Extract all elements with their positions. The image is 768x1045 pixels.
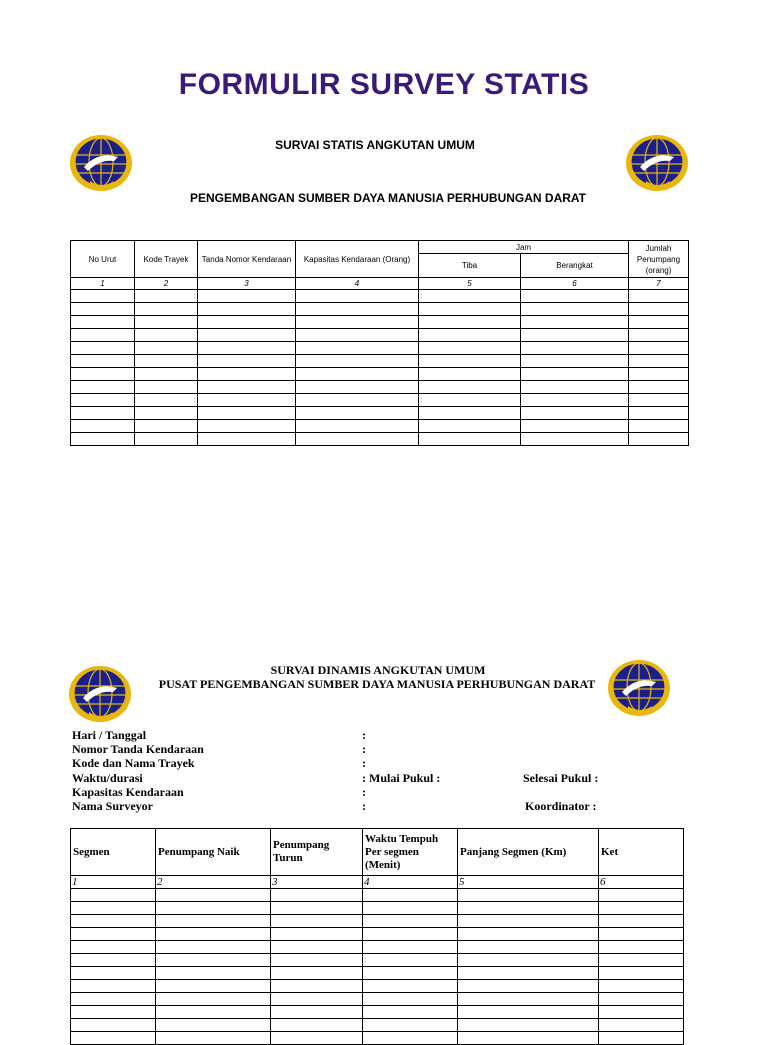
info-colon: : (362, 728, 366, 742)
col-header-penumpang-turun: Penumpang Turun (271, 829, 363, 876)
empty-cell[interactable] (363, 889, 458, 902)
empty-cell[interactable] (363, 1032, 458, 1045)
empty-cell[interactable] (156, 1032, 271, 1045)
static-survey-heading: SURVAI STATIS ANGKUTAN UMUM (275, 138, 475, 152)
empty-cell[interactable] (629, 316, 689, 329)
empty-cell[interactable] (458, 993, 599, 1006)
empty-cell[interactable] (363, 1019, 458, 1032)
col-header-jumlah-penumpang: Jumlah Penumpang (orang) (629, 241, 689, 278)
empty-cell[interactable] (135, 290, 198, 303)
table-row (71, 928, 684, 941)
table-row (71, 381, 689, 394)
info-label-kapasitas: Kapasitas Kendaraan (72, 785, 184, 799)
empty-cell[interactable] (363, 915, 458, 928)
empty-cell[interactable] (419, 355, 521, 368)
empty-cell[interactable] (419, 342, 521, 355)
empty-cell[interactable] (71, 941, 156, 954)
empty-cell[interactable] (156, 1006, 271, 1019)
empty-cell[interactable] (521, 394, 629, 407)
empty-cell[interactable] (135, 394, 198, 407)
empty-cell[interactable] (71, 368, 135, 381)
info-colon: : (362, 785, 366, 799)
empty-cell[interactable] (271, 941, 363, 954)
table-row (71, 394, 689, 407)
empty-cell[interactable] (135, 316, 198, 329)
empty-cell[interactable] (296, 368, 419, 381)
empty-cell[interactable] (521, 290, 629, 303)
empty-cell[interactable] (521, 303, 629, 316)
table-row (71, 889, 684, 902)
empty-cell[interactable] (599, 954, 684, 967)
empty-cell[interactable] (458, 967, 599, 980)
info-label-hari: Hari / Tanggal (72, 728, 147, 742)
empty-cell[interactable] (156, 954, 271, 967)
empty-cell[interactable] (271, 967, 363, 980)
column-number-row (71, 876, 684, 889)
empty-cell[interactable] (521, 433, 629, 446)
empty-cell[interactable] (599, 1006, 684, 1019)
empty-cell[interactable] (271, 1032, 363, 1045)
empty-cell[interactable] (71, 967, 156, 980)
table-row (71, 316, 689, 329)
table-row (71, 433, 689, 446)
empty-cell[interactable] (198, 342, 296, 355)
col-header-tiba: Tiba (419, 254, 521, 278)
empty-cell[interactable] (363, 993, 458, 1006)
table-row (71, 355, 689, 368)
column-number: 1 (71, 876, 156, 889)
empty-cell[interactable] (419, 290, 521, 303)
empty-cell[interactable] (71, 433, 135, 446)
empty-cell[interactable] (629, 355, 689, 368)
empty-cell[interactable] (156, 902, 271, 915)
empty-cell[interactable] (71, 290, 135, 303)
empty-cell[interactable] (458, 889, 599, 902)
empty-cell[interactable] (198, 355, 296, 368)
empty-cell[interactable] (521, 329, 629, 342)
empty-cell[interactable] (521, 316, 629, 329)
static-survey-table (70, 240, 689, 446)
empty-cell[interactable] (198, 407, 296, 420)
empty-cell[interactable] (419, 316, 521, 329)
info-selesai-pukul: Selesai Pukul : (523, 771, 599, 785)
table-row (71, 420, 689, 433)
column-number: 5 (419, 278, 521, 290)
empty-cell[interactable] (135, 368, 198, 381)
empty-cell[interactable] (629, 420, 689, 433)
empty-cell[interactable] (156, 967, 271, 980)
empty-cell[interactable] (198, 381, 296, 394)
empty-cell[interactable] (135, 355, 198, 368)
empty-cell[interactable] (419, 303, 521, 316)
empty-cell[interactable] (599, 889, 684, 902)
empty-cell[interactable] (521, 342, 629, 355)
empty-cell[interactable] (521, 368, 629, 381)
empty-cell[interactable] (71, 394, 135, 407)
empty-cell[interactable] (599, 980, 684, 993)
table-row (71, 368, 689, 381)
empty-cell[interactable] (599, 1019, 684, 1032)
empty-cell[interactable] (629, 394, 689, 407)
empty-cell[interactable] (599, 993, 684, 1006)
column-number: 3 (271, 876, 363, 889)
empty-cell[interactable] (271, 954, 363, 967)
column-number: 1 (71, 278, 135, 290)
empty-cell[interactable] (521, 407, 629, 420)
table-row (71, 407, 689, 420)
empty-cell[interactable] (363, 941, 458, 954)
empty-cell[interactable] (629, 290, 689, 303)
empty-cell[interactable] (458, 1006, 599, 1019)
empty-cell[interactable] (599, 967, 684, 980)
empty-cell[interactable] (458, 928, 599, 941)
empty-cell[interactable] (198, 290, 296, 303)
table-row (71, 1032, 684, 1045)
empty-cell[interactable] (71, 420, 135, 433)
empty-cell[interactable] (521, 381, 629, 394)
table-row (71, 303, 689, 316)
info-label-waktu: Waktu/durasi (72, 771, 143, 785)
empty-cell[interactable] (71, 954, 156, 967)
empty-cell[interactable] (419, 329, 521, 342)
empty-cell[interactable] (71, 902, 156, 915)
empty-cell[interactable] (363, 954, 458, 967)
empty-cell[interactable] (135, 407, 198, 420)
empty-cell[interactable] (419, 407, 521, 420)
empty-cell[interactable] (156, 928, 271, 941)
empty-cell[interactable] (71, 1019, 156, 1032)
empty-cell[interactable] (296, 355, 419, 368)
empty-cell[interactable] (135, 420, 198, 433)
empty-cell[interactable] (363, 902, 458, 915)
empty-cell[interactable] (419, 368, 521, 381)
table-row (71, 915, 684, 928)
column-number: 6 (599, 876, 684, 889)
empty-cell[interactable] (135, 303, 198, 316)
empty-cell[interactable] (198, 420, 296, 433)
empty-cell[interactable] (296, 381, 419, 394)
empty-cell[interactable] (156, 889, 271, 902)
col-header-kapasitas: Kapasitas Kendaraan (Orang) (296, 241, 419, 278)
info-colon: : (362, 742, 366, 756)
empty-cell[interactable] (71, 329, 135, 342)
empty-cell[interactable] (71, 980, 156, 993)
column-number: 5 (458, 876, 599, 889)
col-header-kode-trayek: Kode Trayek (135, 241, 198, 278)
column-number: 7 (629, 278, 689, 290)
table-row (71, 993, 684, 1006)
info-colon: : (362, 799, 366, 813)
empty-cell[interactable] (71, 407, 135, 420)
table-row (71, 342, 689, 355)
empty-cell[interactable] (419, 381, 521, 394)
empty-cell[interactable] (198, 316, 296, 329)
empty-cell[interactable] (458, 915, 599, 928)
empty-cell[interactable] (156, 980, 271, 993)
table-row (71, 967, 684, 980)
table-row (71, 1019, 684, 1032)
empty-cell[interactable] (198, 303, 296, 316)
empty-cell[interactable] (71, 915, 156, 928)
page-title: FORMULIR SURVEY STATIS (178, 68, 590, 101)
dynamic-survey-table (70, 828, 684, 1045)
empty-cell[interactable] (458, 902, 599, 915)
empty-cell[interactable] (71, 993, 156, 1006)
column-number: 2 (156, 876, 271, 889)
info-koordinator: Koordinator : (525, 799, 597, 813)
empty-cell[interactable] (156, 1019, 271, 1032)
empty-cell[interactable] (599, 1032, 684, 1045)
empty-cell[interactable] (599, 915, 684, 928)
info-colon: : (362, 756, 366, 770)
empty-cell[interactable] (629, 407, 689, 420)
empty-cell[interactable] (458, 954, 599, 967)
empty-cell[interactable] (71, 316, 135, 329)
empty-cell[interactable] (363, 928, 458, 941)
empty-cell[interactable] (271, 902, 363, 915)
empty-cell[interactable] (271, 1006, 363, 1019)
column-number: 3 (198, 278, 296, 290)
info-label-kode: Kode dan Nama Trayek (72, 756, 195, 770)
empty-cell[interactable] (135, 329, 198, 342)
col-header-jam: Jam (419, 241, 629, 254)
empty-cell[interactable] (71, 381, 135, 394)
empty-cell[interactable] (296, 407, 419, 420)
empty-cell[interactable] (198, 433, 296, 446)
empty-cell[interactable] (363, 980, 458, 993)
info-label-surveyor: Nama Surveyor (72, 799, 153, 813)
table-row (71, 329, 689, 342)
empty-cell[interactable] (419, 420, 521, 433)
column-number-row (71, 278, 689, 290)
empty-cell[interactable] (629, 368, 689, 381)
col-header-berangkat: Berangkat (521, 254, 629, 278)
empty-cell[interactable] (363, 1006, 458, 1019)
empty-cell[interactable] (271, 1019, 363, 1032)
empty-cell[interactable] (71, 1032, 156, 1045)
empty-cell[interactable] (599, 941, 684, 954)
empty-cell[interactable] (71, 355, 135, 368)
table-row (71, 290, 689, 303)
empty-cell[interactable] (599, 928, 684, 941)
empty-cell[interactable] (71, 342, 135, 355)
empty-cell[interactable] (135, 433, 198, 446)
empty-cell[interactable] (629, 381, 689, 394)
table-row (71, 954, 684, 967)
empty-cell[interactable] (458, 1032, 599, 1045)
info-label-nomor: Nomor Tanda Kendaraan (72, 742, 204, 756)
empty-cell[interactable] (363, 967, 458, 980)
empty-cell[interactable] (296, 394, 419, 407)
empty-cell[interactable] (271, 993, 363, 1006)
empty-cell[interactable] (198, 329, 296, 342)
col-header-no-urut: No Urut (71, 241, 135, 278)
dynamic-survey-subheading: PUSAT PENGEMBANGAN SUMBER DAYA MANUSIA PERHUBUNGAN DARAT (158, 677, 596, 691)
empty-cell[interactable] (71, 1006, 156, 1019)
empty-cell[interactable] (629, 433, 689, 446)
column-number: 6 (521, 278, 629, 290)
info-mulai-pukul: : Mulai Pukul : (362, 771, 441, 785)
empty-cell[interactable] (71, 889, 156, 902)
empty-cell[interactable] (458, 980, 599, 993)
empty-cell[interactable] (296, 303, 419, 316)
empty-cell[interactable] (271, 889, 363, 902)
empty-cell[interactable] (521, 420, 629, 433)
table-row (71, 941, 684, 954)
col-header-ket: Ket (599, 829, 684, 876)
empty-cell[interactable] (599, 902, 684, 915)
empty-cell[interactable] (198, 368, 296, 381)
empty-cell[interactable] (156, 941, 271, 954)
empty-cell[interactable] (271, 980, 363, 993)
empty-cell[interactable] (156, 915, 271, 928)
col-header-panjang-segmen: Panjang Segmen (Km) (458, 829, 599, 876)
empty-cell[interactable] (521, 355, 629, 368)
empty-cell[interactable] (419, 433, 521, 446)
empty-cell[interactable] (629, 303, 689, 316)
empty-cell[interactable] (156, 993, 271, 1006)
table-row (71, 980, 684, 993)
empty-cell[interactable] (71, 928, 156, 941)
dynamic-survey-heading: SURVAI DINAMIS ANGKUTAN UMUM (270, 663, 486, 677)
empty-cell[interactable] (71, 303, 135, 316)
col-header-waktu-tempuh: Waktu Tempuh Per segmen (Menit) (363, 829, 458, 876)
empty-cell[interactable] (198, 394, 296, 407)
column-number: 4 (363, 876, 458, 889)
table-row (71, 1006, 684, 1019)
static-survey-subheading: PENGEMBANGAN SUMBER DAYA MANUSIA PERHUBUNGAN DARAT (189, 191, 587, 205)
column-number: 4 (296, 278, 419, 290)
col-header-segmen: Segmen (71, 829, 156, 876)
empty-cell[interactable] (296, 329, 419, 342)
empty-cell[interactable] (458, 1019, 599, 1032)
col-header-penumpang-naik: Penumpang Naik (156, 829, 271, 876)
empty-cell[interactable] (629, 342, 689, 355)
empty-cell[interactable] (629, 329, 689, 342)
empty-cell[interactable] (271, 928, 363, 941)
empty-cell[interactable] (271, 915, 363, 928)
column-number: 2 (135, 278, 198, 290)
table-row (71, 902, 684, 915)
empty-cell[interactable] (135, 381, 198, 394)
empty-cell[interactable] (296, 433, 419, 446)
col-header-tanda-nomor: Tanda Nomor Kendaraan (198, 241, 296, 278)
empty-cell[interactable] (296, 420, 419, 433)
empty-cell[interactable] (296, 342, 419, 355)
empty-cell[interactable] (135, 342, 198, 355)
empty-cell[interactable] (419, 394, 521, 407)
empty-cell[interactable] (458, 941, 599, 954)
empty-cell[interactable] (296, 290, 419, 303)
empty-cell[interactable] (296, 316, 419, 329)
